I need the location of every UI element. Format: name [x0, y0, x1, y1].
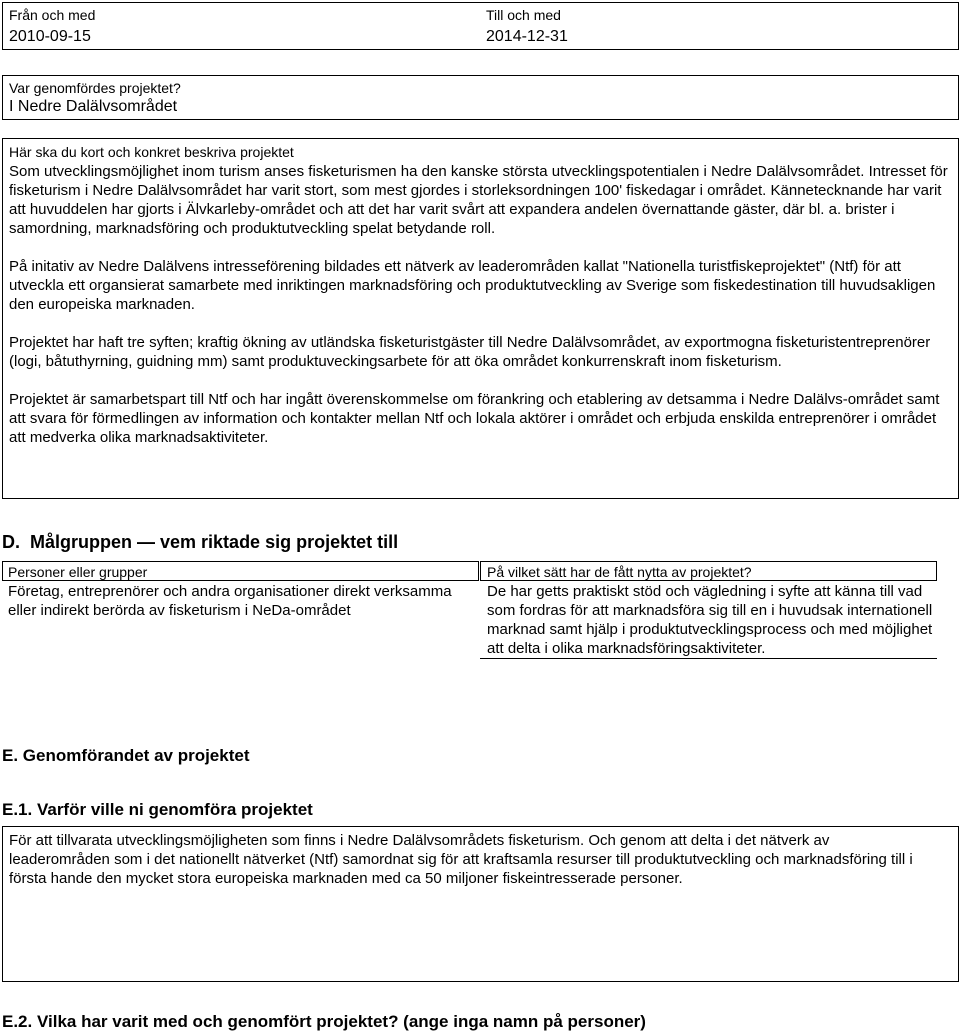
to-value: 2014-12-31 — [486, 28, 568, 45]
description-label: Här ska du kort och konkret beskriva projektet — [9, 144, 294, 160]
benefit-label-cell — [480, 561, 937, 581]
e1-answer-text: För att tillvarata utvecklingsmöjligheten som finns i Nedre Dalälvsområdets fisketurism. Och genom att delta i det nätverk av leaderområden som i det nationellt nätverket (Ntf) samordnat sig för att kraftsamla resurser till produktutveckling och marknadsföring till i första hande den mycket stora europeiska marknaden med ca 50 miljoner fiskeintresserade personer. — [9, 832, 913, 887]
target-group-label-cell — [2, 561, 479, 581]
benefit-label: På vilket sätt har de fått nytta av projektet? — [487, 564, 752, 580]
location-value: I Nedre Dalälvsområdet — [9, 98, 178, 115]
description-paragraph-4: Projektet är samarbetspart till Ntf och har ingått överenskommelse om förankring och etablering av detsamma i Nedre Dalälvs-området samt att svara för förmedlingen av information och kontakter mellan Ntf och lokala aktörer i området och erbjuda enskilda entreprenörer i området att medverka olika marknadsaktiviteter. — [9, 391, 940, 446]
section-d-letter: D. — [2, 532, 20, 552]
section-d-title: Målgruppen — vem riktade sig projektet till — [30, 532, 399, 552]
e1-answer-box — [2, 826, 959, 982]
section-e2-heading: E.2. Vilka har varit med och genomfört projektet? (ange inga namn på personer) — [2, 1012, 646, 1031]
location-box — [2, 75, 959, 120]
description-text — [9, 162, 949, 447]
description-box — [2, 138, 959, 499]
section-d-heading — [2, 532, 398, 553]
location-label: Var genomfördes projektet? — [9, 80, 181, 96]
benefit-value: De har getts praktiskt stöd och vägledning i syfte att känna till vad som fordras för att marknadsföra sig till en i huvudsak internationell marknad samt hjälp i produktutvecklingsprocess och med möjlighet att delta i olika marknadsföringsaktiviteter. — [487, 583, 933, 657]
description-paragraph-2: På initativ av Nedre Dalälvens intresseförening bildades ett nätverk av leaderområden kallat "Nationella turistfiskeprojektet" (Ntf) för att utveckla ett organsierat samarbete med inriktingen marknadsföring och produktutveckling av Sverige som fiskedestination till huvudsakligen den europeiska marknaden. — [9, 258, 936, 313]
target-group-value: Företag, entreprenörer och andra organisationer direkt verksamma eller indirekt berörda av fisketurism i NeDa-området — [8, 583, 452, 619]
from-value: 2010-09-15 — [9, 28, 91, 45]
to-label: Till och med — [486, 7, 561, 23]
description-paragraph-1: Som utvecklingsmöjlighet inom turism anses fisketurismen ha den kanske största utvecklingspotentialen i Nedre Dalälvsområdet. Intresset för fisketurism i Nedre Dalälvsområdet har varit stort, som mest gjordes i storleksordningen 100' fiskedagar i området. Kännetecknande har varit att huvuddelen har gjorts i Älvkarleby-området och att det har varit svårt att expandera andelen övernattande gäster, där bl. a. brister i samordning, marknadsföring och produktutveckling spelat betydande roll. — [9, 163, 948, 237]
from-label: Från och med — [9, 7, 96, 23]
target-group-label: Personer eller grupper — [8, 564, 148, 580]
section-e-heading: E. Genomförandet av projektet — [2, 746, 250, 765]
section-e1-heading: E.1. Varför ville ni genomföra projektet — [2, 800, 313, 819]
benefit-underline — [480, 658, 937, 659]
description-paragraph-3: Projektet har haft tre syften; kraftig ökning av utländska fisketuristgäster till Nedre Dalälvsområdet, av exportmogna fisketuristentreprenörer (logi, båtuthyrning, guidning mm) samt produktuveckingsarbete för att öka området konkurrenskraft inom fisketurism. — [9, 334, 931, 370]
period-box — [2, 2, 959, 50]
